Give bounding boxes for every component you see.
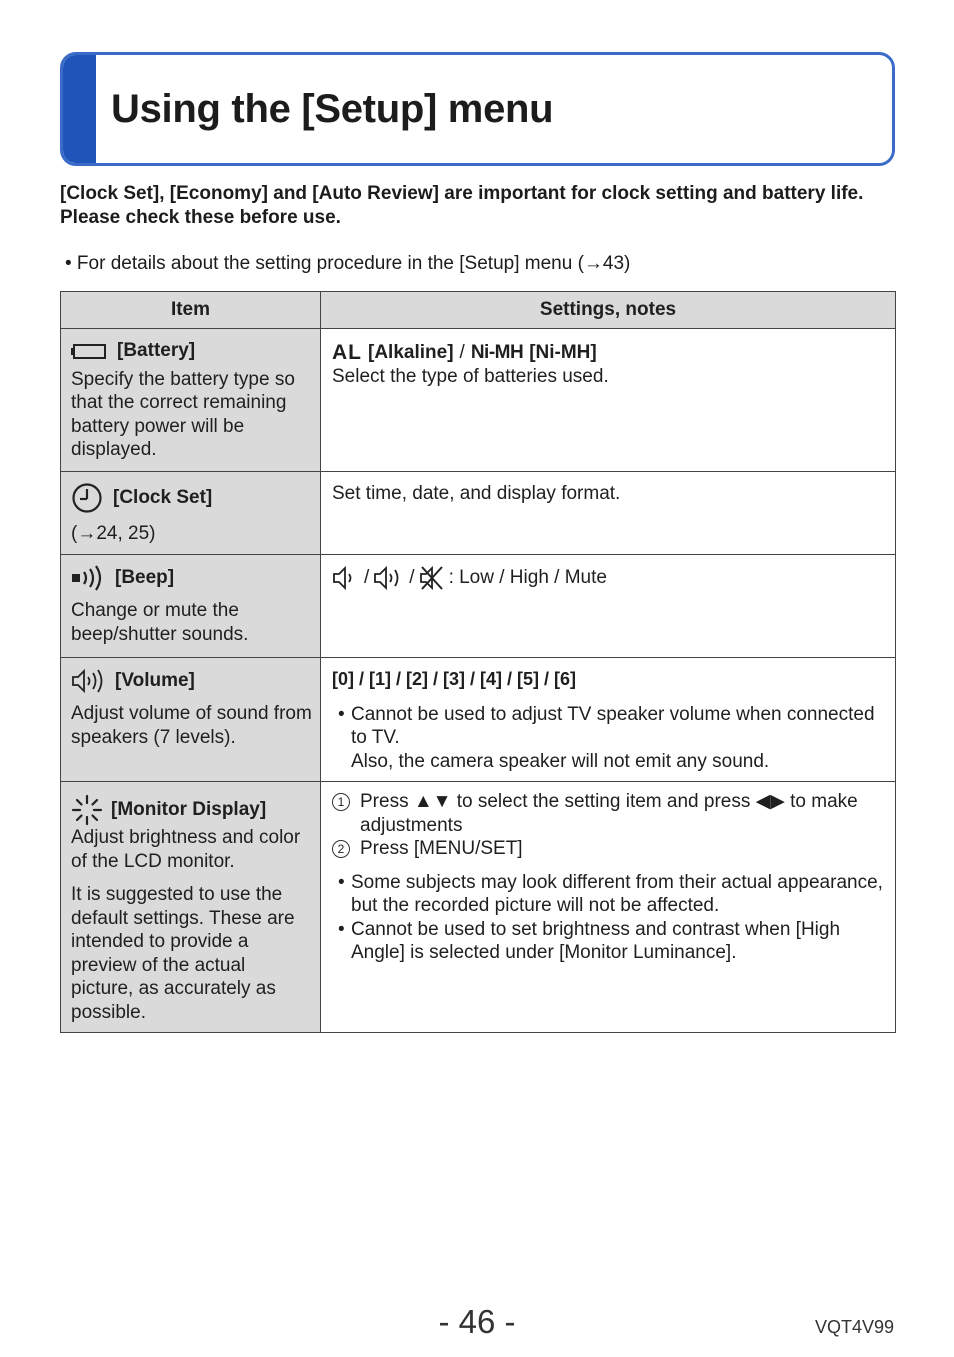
settings-cell xyxy=(321,782,896,1033)
note-item: • Some subjects may look different from their actual appearance, but the recorded picture will not be affected. xyxy=(351,871,885,918)
settings-cell xyxy=(321,329,896,472)
item-cell xyxy=(61,329,321,472)
table-row xyxy=(61,472,896,555)
step-number: 2 xyxy=(332,840,350,858)
item-name: [Beep] xyxy=(115,567,175,589)
volume-levels: [0] / [1] / [2] / [3] / [4] / [5] / [6] xyxy=(332,669,577,689)
option-nimh: [Ni-MH] xyxy=(529,342,597,363)
settings-cell xyxy=(321,555,896,658)
beep-separator: / xyxy=(364,567,370,589)
table-header xyxy=(61,292,896,329)
nimh-icon: Ni-MH xyxy=(470,342,524,363)
battery-icon xyxy=(71,342,107,360)
setup-table xyxy=(60,291,896,1033)
note-item: • Cannot be used to adjust TV speaker volume when connected to TV. Also, the camera speaker will not emit any sound. xyxy=(351,703,885,774)
intro-text: [Clock Set], [Economy] and [Auto Review] are important for clock setting and battery life. Please check these before use. xyxy=(60,183,864,228)
item-desc: Change or mute the beep/shutter sounds. xyxy=(71,600,249,645)
title-accent-bar xyxy=(63,55,96,163)
item-cell xyxy=(61,472,321,555)
col-settings-header: Settings, notes xyxy=(321,292,896,329)
settings-text: Set time, date, and display format. xyxy=(332,483,621,504)
settings-text: : Low / High / Mute xyxy=(448,567,607,589)
speaker-mute-icon xyxy=(419,565,445,591)
item-cell xyxy=(61,658,321,782)
detail-note: • For details about the setting procedure in the [Setup] menu (→43) xyxy=(65,253,631,274)
table-row xyxy=(61,555,896,658)
step-1 xyxy=(332,790,885,837)
step-text: Press ▲▼ to select the setting item and press ◀▶ to make adjustments xyxy=(360,791,858,836)
item-name: [Clock Set] xyxy=(113,487,213,509)
title-box xyxy=(60,52,895,166)
table-row xyxy=(61,658,896,782)
volume-icon xyxy=(71,668,105,694)
table-row xyxy=(61,782,896,1033)
speaker-high-icon xyxy=(373,565,405,591)
item-desc: Adjust brightness and color of the LCD monitor. xyxy=(71,827,301,872)
item-cell xyxy=(61,555,321,658)
settings-cell xyxy=(321,658,896,782)
item-desc: Specify the battery type so that the correct remaining battery power will be displayed. xyxy=(71,368,295,460)
step-2 xyxy=(332,837,885,861)
item-cell xyxy=(61,782,321,1033)
speaker-low-icon xyxy=(332,565,360,591)
settings-cell xyxy=(321,472,896,555)
step-text: Press [MENU/SET] xyxy=(360,838,523,859)
settings-text: Select the type of batteries used. xyxy=(332,365,609,387)
monitor-display-icon xyxy=(71,794,103,826)
col-item-header: Item xyxy=(61,292,321,329)
alkaline-icon: AL xyxy=(332,341,362,364)
option-alkaline: [Alkaline] xyxy=(368,342,454,363)
item-name: [Monitor Display] xyxy=(111,799,267,821)
page-number: - 46 - xyxy=(438,1303,516,1340)
page-title: Using the [Setup] menu xyxy=(111,87,554,131)
note-item: • Cannot be used to set brightness and contrast when [High Angle] is selected under [Monitor Luminance]. xyxy=(351,918,885,965)
table-row xyxy=(61,329,896,472)
item-name: [Battery] xyxy=(117,340,196,361)
clock-icon xyxy=(71,482,103,514)
step-number: 1 xyxy=(332,793,350,811)
item-desc: (→24, 25) xyxy=(71,523,156,544)
beep-separator: / xyxy=(409,567,415,589)
option-separator: / xyxy=(459,342,465,363)
item-name: [Volume] xyxy=(115,670,195,692)
beep-icon xyxy=(71,565,105,591)
document-code: VQT4V99 xyxy=(814,1317,894,1337)
item-desc: Adjust volume of sound from speakers (7 levels). xyxy=(71,703,312,748)
item-desc-extra: It is suggested to use the default settings. These are intended to provide a preview of the actual picture, as accurately as possible. xyxy=(71,884,295,1023)
